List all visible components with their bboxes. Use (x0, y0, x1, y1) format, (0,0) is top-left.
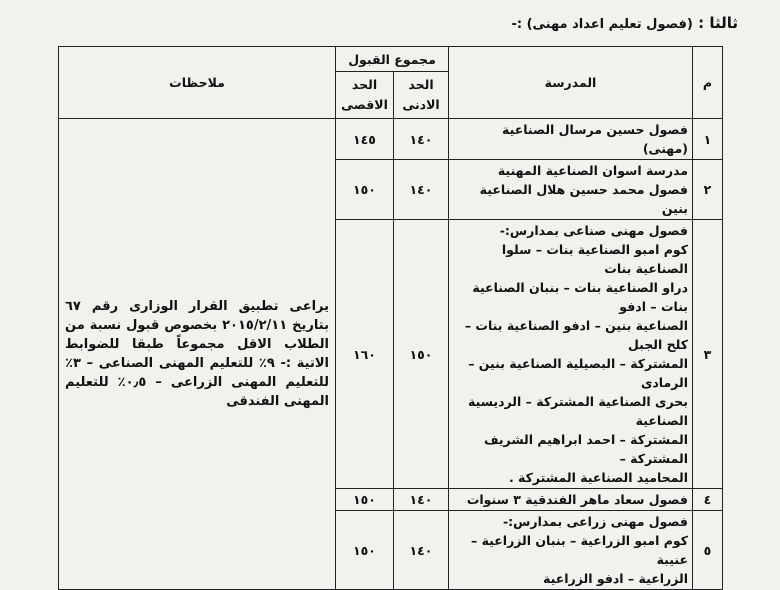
min-score: ١٤٠ (394, 160, 449, 220)
header-num: م (693, 47, 723, 119)
school-line: فصول مهنى زراعى بمدارس:- (502, 514, 688, 529)
max-score: ١٥٠ (336, 511, 394, 590)
school-cell (449, 511, 693, 590)
section-heading (511, 14, 738, 32)
school-line: المشتركة – احمد ابراهيم الشريف المشتركة – (483, 432, 688, 466)
header-admission-total: مجموع القبول (336, 47, 449, 72)
school-line: كوم امبو الزراعية – بنبان الزراعية – عنيبة (470, 533, 688, 567)
school-line: فصول حسين مرسال الصناعية (مهنى) (502, 122, 688, 156)
min-score: ١٤٠ (394, 119, 449, 160)
max-score: ١٥٠ (336, 160, 394, 220)
school-line: المحاميد الصناعية المشتركة . (508, 470, 688, 485)
header-max: الحد الاقصى (336, 72, 394, 119)
school-line: فصول محمد حسين هلال الصناعية بنين (479, 182, 688, 216)
row-num: ٣ (693, 220, 723, 489)
table-row (59, 119, 723, 160)
header-min: الحد الادنى (394, 72, 449, 119)
max-score: ١٤٥ (336, 119, 394, 160)
school-cell (449, 160, 693, 220)
school-line: بحرى الصناعية المشتركة – الرديسية الصناعية (468, 394, 688, 428)
section-title: (فصول تعليم اعداد مهنى) :- (511, 17, 693, 32)
school-line: الزراعية – ادفو الزراعية (543, 571, 688, 586)
section-label: ثالثا : (698, 14, 738, 32)
header-notes: ملاحظات (59, 47, 336, 119)
school-line: دراو الصناعية بنات – بنبان الصناعية بنات – ادفو (472, 280, 688, 314)
row-num: ١ (693, 119, 723, 160)
school-line: المشتركة – البصيلية الصناعية بنين – الرمادى (468, 356, 688, 390)
row-num: ٢ (693, 160, 723, 220)
admission-table (58, 46, 723, 590)
school-cell (449, 489, 693, 511)
row-num: ٥ (693, 511, 723, 590)
min-score: ١٥٠ (394, 220, 449, 489)
notes-cell: يراعى تطبيق القرار الوزارى رقم ٦٧ بتاريخ ٢٠١٥/٢/١١ بخصوص قبول نسبة من الطلاب الاقل مجموعاً طبقا للضوابط الاتية :- ٩٪ للتعليم المهنى الصناعى – ٣٪ للتعليم المهنى الزراعى – ٠٫٥٪ للتعليم المهنى الفندقى (59, 119, 336, 590)
school-line: الصناعية بنين – ادفو الصناعية بنات – كلح الجبل (464, 318, 688, 352)
header-school: المدرسة (449, 47, 693, 119)
min-score: ١٤٠ (394, 511, 449, 590)
school-line: فصول سعاد ماهر الفندقية ٣ سنوات (466, 492, 688, 507)
min-score: ١٤٠ (394, 489, 449, 511)
school-line: فصول مهنى صناعى بمدارس:- (499, 223, 688, 238)
school-cell (449, 220, 693, 489)
school-cell (449, 119, 693, 160)
school-line: كوم امبو الصناعية بنات – سلوا الصناعية بنات (501, 242, 688, 276)
row-num: ٤ (693, 489, 723, 511)
max-score: ١٥٠ (336, 489, 394, 511)
school-line: مدرسة اسوان الصناعية المهنية (497, 163, 688, 178)
max-score: ١٦٠ (336, 220, 394, 489)
